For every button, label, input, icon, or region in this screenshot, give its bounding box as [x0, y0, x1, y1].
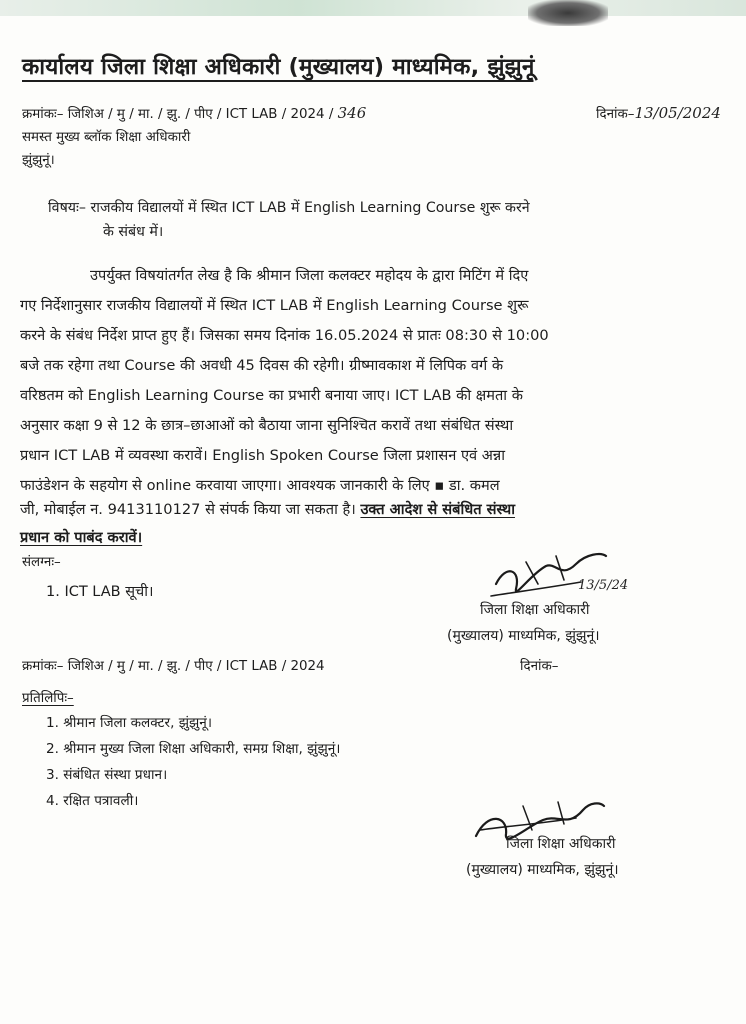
body-underlined-instruction: उक्त आदेश से संबंधित संस्था [360, 501, 515, 518]
body-line: वरिष्ठतम को English Learning Course का प्रभारी बनाया जाए। ICT LAB की क्षमता के [20, 387, 523, 404]
body-line: उपर्युक्त विषयांतर्गत लेख है कि श्रीमान जिला कलक्टर महोदय के द्वारा मिटिंग में दिए [90, 267, 529, 284]
reference-prefix: क्रमांकः– जिशिअ / मु / मा. / झु. / पीए / ICT LAB / 2024 / [22, 107, 334, 122]
recipient-line-2: झुंझुनूं। [22, 153, 55, 168]
reference-number [22, 104, 366, 122]
recipient-line-1: समस्त मुख्य ब्लॉक शिक्षा अधिकारी [22, 130, 191, 145]
copy-list-item: 3. संबंधित संस्था प्रधान। [46, 767, 168, 783]
signature-scribble [486, 544, 646, 606]
photo-top-edge [0, 0, 746, 16]
signatory-office: (मुख्यालय) माध्यमिक, झुंझुनूं। [447, 628, 600, 644]
photo-shadow [528, 0, 608, 26]
date-line [596, 104, 721, 122]
enclosure-label: संलग्नः– [22, 555, 61, 570]
body-line: जी, मोबाईल न. 9413110127 से संपर्क किया जा सकता है। [20, 501, 361, 518]
subject-line-1: विषयः– राजकीय विद्यालयों में स्थित ICT LAB में English Learning Course शुरू करने [48, 200, 530, 216]
copy-signatory-title: जिला शिक्षा अधिकारी [506, 836, 616, 852]
body-line: गए निर्देशानुसार राजकीय विद्यालयों में स्थित ICT LAB में English Learning Course शुरू [20, 297, 529, 314]
reference-handwritten-number: 346 [337, 104, 367, 122]
date-label: दिनांक– [596, 107, 635, 122]
body-line: प्रधान ICT LAB में व्यवस्था करावें। English Spoken Course जिला प्रशासन एवं अन्ना [20, 447, 506, 464]
subject-line-2: के संबंध में। [103, 224, 164, 240]
copy-list-item: 2. श्रीमान मुख्य जिला शिक्षा अधिकारी, समग्र शिक्षा, झुंझुनूं। [46, 741, 341, 757]
body-line: बजे तक रहेगा तथा Course की अवधी 45 दिवस की रहेगी। ग्रीष्मावकाश में लिपिक वर्ग के [20, 357, 504, 374]
signatory-title: जिला शिक्षा अधिकारी [480, 602, 590, 618]
body-line: फाउंडेशन के सहयोग से online करवाया जाएगा। आवश्यक जानकारी के लिए ▪ डा. कमल [20, 477, 500, 494]
body-underlined-instruction-2: प्रधान को पाबंद करावें। [20, 529, 143, 546]
body-line: अनुसार कक्षा 9 से 12 के छात्र–छाआओं को बैठाया जाना सुनिश्चित करावें तथा संबंधित संस्था [20, 417, 514, 434]
enclosure-item: 1. ICT LAB सूची। [46, 584, 154, 600]
copy-signatory-office: (मुख्यालय) माध्यमिक, झुंझुनूं। [466, 862, 619, 878]
date-handwritten: 13/05/2024 [634, 104, 721, 122]
body-line: करने के संबंध निर्देश प्राप्त हुए हैं। जिसका समय दिनांक 16.05.2024 से प्रातः 08:30 से 10:00 [20, 327, 549, 344]
copy-list-item: 1. श्रीमान जिला कलक्टर, झुंझुनूं। [46, 715, 212, 731]
copy-to-label: प्रतिलिपिः– [22, 691, 74, 706]
body-line-last [20, 499, 515, 519]
signature-date-initials: 13/5/24 [578, 578, 629, 593]
copy-list-item: 4. रक्षित पत्रावली। [46, 793, 139, 809]
copy-reference-number: क्रमांकः– जिशिअ / मु / मा. / झु. / पीए / ICT LAB / 2024 [22, 659, 325, 674]
office-title: कार्यालय जिला शिक्षा अधिकारी (मुख्यालय) माध्यमिक, झुंझुनूं [22, 54, 535, 80]
body-line-final [20, 527, 142, 547]
copy-date-label: दिनांक– [520, 659, 559, 674]
